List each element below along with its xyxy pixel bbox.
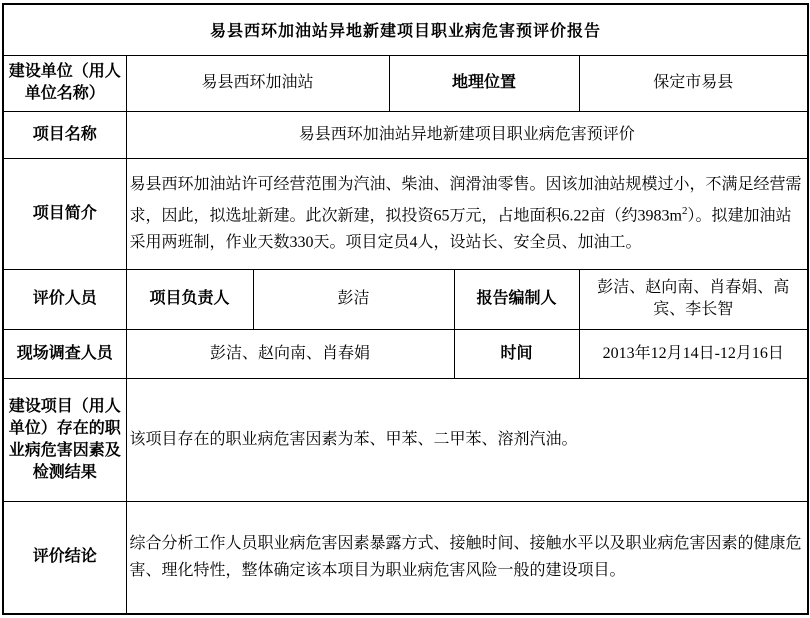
project-name-label: 项目名称 [3,111,126,158]
conclusion-label: 评价结论 [3,501,126,614]
evaluators-label: 评价人员 [3,269,126,329]
time-value: 2013年12月14日-12月16日 [579,329,808,378]
hazard-factors-value: 该项目存在的职业病危害因素为苯、甲苯、二甲苯、溶剂汽油。 [126,378,808,501]
construction-unit-label: 建设单位（用人单位名称） [3,55,126,111]
page-title: 易县西环加油站异地新建项目职业病危害预评价报告 [3,4,808,55]
field-survey-value: 彭洁、赵向南、肖春娟 [126,329,454,378]
project-name-value: 易县西环加油站异地新建项目职业病危害预评价 [126,111,808,158]
project-intro-label: 项目简介 [3,158,126,269]
report-compilers-label: 报告编制人 [454,269,579,329]
report-table [2,3,809,615]
superscript-2: 2 [681,204,688,217]
report-compilers-value: 彭洁、赵向南、肖春娟、高宾、李长智 [579,269,808,329]
project-leader-value: 彭洁 [253,269,454,329]
conclusion-value: 综合分析工作人员职业病危害因素暴露方式、接触时间、接触水平以及职业病危害因素的健康危害、理化特性，整体确定该本项目为职业病危害风险一般的建设项目。 [126,501,808,614]
field-survey-label: 现场调查人员 [3,329,126,378]
time-label: 时间 [454,329,579,378]
hazard-factors-label: 建设项目（用人单位）存在的职业病危害因素及检测结果 [3,378,126,501]
location-value: 保定市易县 [579,55,808,111]
project-intro-text: 易县西环加油站许可经营范围为汽油、柴油、润滑油零售。因该加油站规模过小，不满足经营需求，因此，拟选址新建。此次新建，拟投资65万元，占地面积6.22亩（约3983m [129,175,802,225]
project-leader-label: 项目负责人 [126,269,253,329]
location-label: 地理位置 [389,55,579,111]
project-intro-value [126,158,808,269]
construction-unit-value: 易县西环加油站 [126,55,389,111]
project-intro-text-cont: ）。拟建加油站采用两班制，作业天数330天。项目定员4人，设站长、安全员、加油工。 [129,207,792,252]
